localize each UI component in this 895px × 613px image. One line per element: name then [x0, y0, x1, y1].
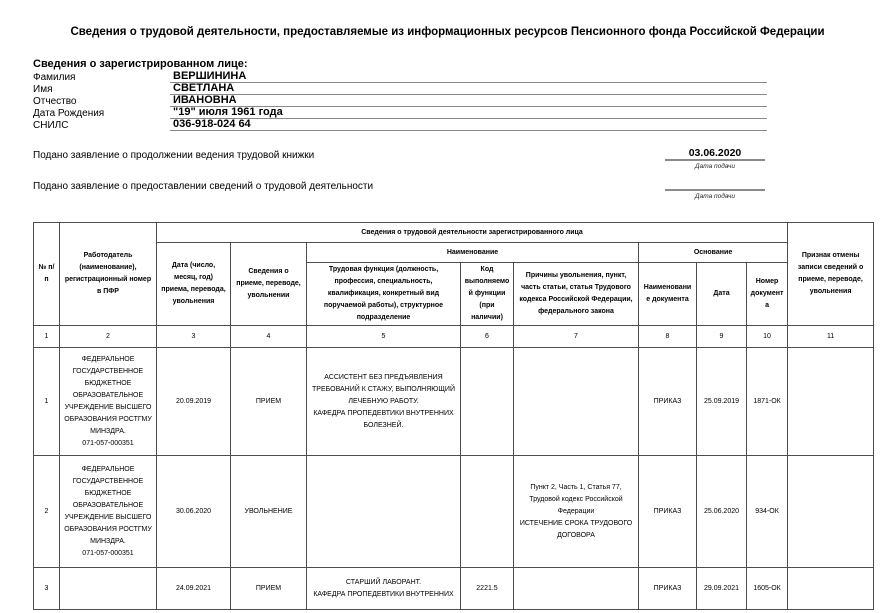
column-number: 11 — [788, 326, 874, 348]
field-row-firstname — [33, 83, 895, 95]
surname-label: Фамилия — [33, 72, 76, 83]
cell-doc-name: ПРИКАЗ — [639, 568, 697, 610]
registered-person-section — [33, 58, 895, 131]
employer-name: ФЕДЕРАЛЬНОЕ ГОСУДАРСТВЕННОЕ БЮДЖЕТНОЕ ОБРАЗОВАТЕЛЬНОЕ УЧРЕЖДЕНИЕ ВЫСШЕГО ОБРАЗОВАНИЯ РОСТГМУ МИНЗДРА. — [64, 355, 152, 435]
col-header-event: Сведения о приеме, переводе, увольнении — [231, 243, 307, 326]
cell-doc-num: 1605-ОК — [747, 568, 788, 610]
cell-num: 3 — [34, 568, 60, 610]
cell-num: 1 — [34, 348, 60, 456]
cell-function — [307, 568, 461, 610]
snils-value: 036-918-024 64 — [170, 119, 767, 131]
statement-text: Подано заявление о предоставлении сведений о трудовой деятельности — [33, 181, 374, 192]
col-header-doc-date: Дата — [697, 263, 747, 326]
field-row-snils — [33, 119, 895, 131]
col-header-cancel-flag: Признак отмены записи сведений о приеме, переводе, увольнения — [788, 223, 874, 326]
work-activity-table — [33, 222, 874, 610]
cell-event: ПРИЕМ — [231, 348, 307, 456]
cell-date: 24.09.2021 — [157, 568, 231, 610]
cell-function — [307, 348, 461, 456]
column-number: 5 — [307, 326, 461, 348]
cell-doc-date: 29.09.2021 — [697, 568, 747, 610]
submission-date-caption: Дата подачи — [695, 193, 735, 200]
page-title: Сведения о трудовой деятельности, предоставляемые из информационных ресурсов Пенсионного фонда Российской Федерации — [70, 26, 825, 38]
cell-doc-name: ПРИКАЗ — [639, 348, 697, 456]
firstname-label: Имя — [33, 84, 53, 95]
person-section-heading: Сведения о зарегистрированном лице: — [33, 58, 248, 70]
col-header-function-code: Код выполняемой функции (при наличии) — [461, 263, 514, 326]
col-header-dismissal-reason: Причины увольнения, пункт, часть статьи, статья Трудового кодекса Российской Федерации, федерального закона — [514, 263, 639, 326]
cell-date: 30.06.2020 — [157, 456, 231, 568]
submission-date-block — [665, 147, 765, 170]
statement-text: Подано заявление о продолжении ведения трудовой книжки — [33, 150, 315, 161]
cell-function-code: 2221.5 — [461, 568, 514, 610]
column-number: 10 — [747, 326, 788, 348]
submission-date-value: 03.06.2020 — [665, 147, 765, 161]
col-header-function: Трудовая функция (должность, профессия, специальность, квалификация, конкретный вид поручаемой работы), структурное подразделение — [307, 263, 461, 326]
field-row-patronymic — [33, 95, 895, 107]
cell-function-code — [461, 456, 514, 568]
table-row — [34, 568, 874, 610]
table-row — [34, 456, 874, 568]
function-title: СТАРШИЙ ЛАБОРАНТ. — [345, 578, 422, 586]
cell-cancel-flag — [788, 348, 874, 456]
column-number: 1 — [34, 326, 60, 348]
patronymic-label: Отчество — [33, 96, 77, 107]
employer-reg-number: 071-057-000351 — [82, 439, 134, 447]
column-number: 4 — [231, 326, 307, 348]
statement-workbook-continuation — [33, 147, 895, 181]
statements-section — [33, 147, 895, 212]
cell-doc-date: 25.06.2020 — [697, 456, 747, 568]
span-header-activity-info: Сведения о трудовой деятельности зарегистрированного лица — [157, 223, 788, 243]
cell-doc-num: 934-ОК — [747, 456, 788, 568]
group-header-basis: Основание — [639, 243, 788, 263]
birthdate-value: "19" июля 1961 года — [170, 107, 767, 119]
cell-dismissal-reason — [514, 456, 639, 568]
firstname-value: СВЕТЛАНА — [170, 83, 767, 95]
cell-dismissal-reason — [514, 568, 639, 610]
table-header-row-span — [34, 223, 874, 243]
reason-text: ИСТЕЧЕНИЕ СРОКА ТРУДОВОГО ДОГОВОРА — [519, 519, 633, 539]
cell-doc-date: 25.09.2019 — [697, 348, 747, 456]
column-number: 7 — [514, 326, 639, 348]
column-number-row — [34, 326, 874, 348]
cell-employer — [60, 568, 157, 610]
column-number: 3 — [157, 326, 231, 348]
function-department: КАФЕДРА ПРОПЕДЕВТИКИ ВНУТРЕННИХ — [313, 590, 454, 598]
cell-function-code — [461, 348, 514, 456]
birthdate-label: Дата Рождения — [33, 108, 105, 119]
employer-reg-number: 071-057-000351 — [82, 549, 134, 557]
cell-event: УВОЛЬНЕНИЕ — [231, 456, 307, 568]
cell-date: 20.09.2019 — [157, 348, 231, 456]
col-header-date: Дата (число, месяц, год) приема, перевода, увольнения — [157, 243, 231, 326]
cell-doc-num: 1871-ОК — [747, 348, 788, 456]
field-row-birthdate — [33, 107, 895, 119]
col-header-num: № п/п — [34, 223, 60, 326]
snils-label: СНИЛС — [33, 120, 69, 131]
submission-date-value — [665, 178, 765, 191]
employer-name: ФЕДЕРАЛЬНОЕ ГОСУДАРСТВЕННОЕ БЮДЖЕТНОЕ ОБРАЗОВАТЕЛЬНОЕ УЧРЕЖДЕНИЕ ВЫСШЕГО ОБРАЗОВАНИЯ РОСТГМУ МИНЗДРА. — [64, 465, 152, 545]
patronymic-value: ИВАНОВНА — [170, 95, 767, 107]
cell-num: 2 — [34, 456, 60, 568]
table-row — [34, 348, 874, 456]
table-header-row-groups — [34, 243, 874, 263]
column-number: 2 — [60, 326, 157, 348]
group-header-name: Наименование — [307, 243, 639, 263]
cell-event: ПРИЕМ — [231, 568, 307, 610]
submission-date-block — [665, 178, 765, 200]
cell-cancel-flag — [788, 456, 874, 568]
function-department: КАФЕДРА ПРОПЕДЕВТИКИ ВНУТРЕННИХ БОЛЕЗНЕЙ. — [313, 409, 454, 429]
col-header-doc-num: Номер документа — [747, 263, 788, 326]
column-number: 8 — [639, 326, 697, 348]
reason-law: Пункт 2, Часть 1, Статья 77, Трудовой кодекс Российской Федерации — [529, 483, 623, 515]
col-header-employer: Работодатель (наименование), регистрационный номер в ПФР — [60, 223, 157, 326]
surname-value: ВЕРШИНИНА — [170, 71, 767, 83]
col-header-doc-name: Наименование документа — [639, 263, 697, 326]
cell-employer — [60, 456, 157, 568]
cell-dismissal-reason — [514, 348, 639, 456]
field-row-surname — [33, 71, 895, 83]
cell-doc-name: ПРИКАЗ — [639, 456, 697, 568]
cell-function — [307, 456, 461, 568]
statement-activity-info — [33, 181, 895, 212]
cell-cancel-flag — [788, 568, 874, 610]
cell-employer — [60, 348, 157, 456]
column-number: 6 — [461, 326, 514, 348]
column-number: 9 — [697, 326, 747, 348]
function-title: АССИСТЕНТ БЕЗ ПРЕДЪЯВЛЕНИЯ ТРЕБОВАНИЙ К СТАЖУ, ВЫПОЛНЯЮЩИЙ ЛЕЧЕБНУЮ РАБОТУ. — [312, 373, 455, 405]
submission-date-caption: Дата подачи — [695, 163, 735, 170]
